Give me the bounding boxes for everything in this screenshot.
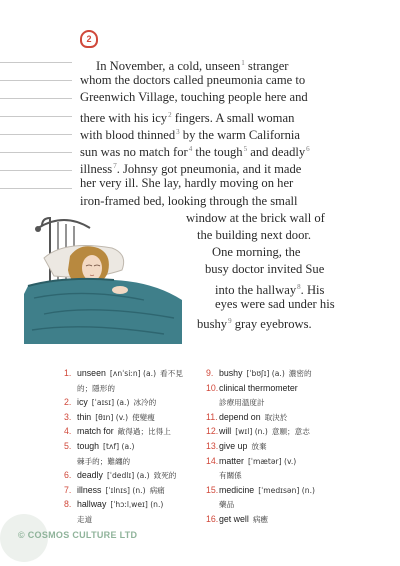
vocab-word: illness [77, 484, 102, 495]
vocab-phonetic: [wɪl] (n.) [235, 427, 268, 437]
story-text-segment: eyes were sad under his [215, 296, 335, 311]
vocab-phonetic: [ˈmedɪsən] (n.) [258, 485, 315, 495]
vocab-translation: 的；隱形的 [77, 383, 115, 393]
vocab-word: give up [219, 441, 248, 451]
footnote-marker: 1 [241, 59, 245, 67]
vocab-translation: 藥品 [219, 500, 235, 510]
vocab-translation: 有關係 [219, 471, 242, 481]
vocab-translation: 取決於 [264, 412, 288, 422]
vocab-entry [206, 498, 346, 511]
footnote-marker: 8 [297, 282, 301, 291]
vocab-entry [64, 455, 204, 468]
vocab-translation: 病癒 [252, 515, 269, 524]
vocab-number: 3. [64, 411, 72, 422]
vocab-word: will [219, 426, 232, 437]
story-text-segment: One morning, the [212, 245, 301, 260]
vocab-entry [64, 513, 204, 526]
vocab-number: 6. [64, 470, 72, 481]
story-text-segment: into the hallway [215, 282, 297, 297]
vocab-number: 1. [64, 368, 72, 378]
vocab-translation: 診療用溫度計 [219, 398, 265, 408]
vocab-translation: 致死的 [153, 471, 177, 481]
story-text-segment: by the warm California [179, 127, 300, 142]
vocab-phonetic: [ˈdedlɪ] (a.) [106, 471, 150, 481]
story-text-segment: the building next door. [197, 228, 312, 242]
story-line [80, 141, 310, 160]
vocab-entry [206, 440, 346, 453]
story-line [215, 296, 335, 312]
vocab-phonetic: [ˈmætər] (v.) [247, 456, 297, 466]
vocab-number: 5. [64, 441, 72, 451]
vocab-entry [64, 440, 204, 453]
vocab-number: 12. [206, 426, 219, 437]
vocab-phonetic: [ˈhɔːlˌweɪ] (n.) [110, 500, 164, 510]
vocab-number: 4. [64, 426, 72, 437]
vocab-entry [64, 411, 204, 424]
story-line [197, 227, 311, 243]
footnote-marker: 6 [306, 145, 310, 153]
footnote-marker: 5 [243, 145, 248, 153]
story-text-segment: sun was no match for [80, 145, 188, 159]
vocab-entry [64, 484, 204, 497]
story-text-segment: . His [300, 282, 325, 297]
story-line [80, 124, 300, 143]
story-text-segment: stranger [244, 59, 289, 73]
vocab-number: 9. [206, 368, 214, 378]
vocab-number: 8. [64, 499, 72, 510]
vocab-entry [206, 469, 346, 482]
story-text-segment: the tough [192, 145, 243, 159]
vocab-number: 2. [64, 397, 72, 408]
vocab-translation: 病痛 [149, 485, 165, 495]
vocab-entry [64, 396, 204, 409]
vocab-word: clinical thermometer [219, 382, 298, 393]
vocab-number: 10. [206, 382, 219, 393]
vocab-word: hallway [77, 499, 107, 510]
footnote-marker: 7 [113, 162, 117, 171]
story-text-segment: illness [80, 162, 113, 177]
story-text-segment: gray eyebrows. [231, 317, 312, 331]
vocab-translation: 看不見 [160, 369, 183, 378]
vocab-entry [64, 469, 204, 482]
vocab-translation: 敵得過；比得上 [117, 427, 171, 437]
audio-track-icon[interactable] [80, 30, 98, 48]
vocab-translation: 使變瘦 [132, 412, 155, 422]
vocab-word: get well [219, 514, 249, 524]
story-line [205, 261, 324, 277]
story-line [80, 72, 305, 88]
publisher-credit: © COSMOS CULTURE LTD [18, 530, 138, 540]
story-text-segment: iron-framed bed, looking through the small [80, 193, 298, 208]
story-text-segment: fingers. A small woman [171, 110, 295, 125]
story-line [215, 279, 324, 298]
story-line [197, 313, 312, 332]
vocab-translation: 放棄 [251, 442, 267, 451]
audio-track-number: 2 [86, 34, 92, 44]
vocab-entry [64, 498, 204, 511]
story-text-segment: bushy [197, 317, 228, 331]
vocab-entry [206, 396, 346, 409]
vocab-word: matter [219, 455, 244, 466]
story-line [96, 55, 289, 74]
vocab-translation: 濃密的 [288, 369, 312, 378]
sick-girl-in-bed-illustration [24, 214, 184, 344]
vocab-translation: 意願；意志 [271, 427, 310, 437]
story-line [80, 193, 298, 209]
footnote-marker: 3 [176, 127, 180, 136]
vocab-number: 7. [64, 484, 72, 495]
story-text-segment: . Johnsy got pneumonia, and it made [116, 162, 302, 177]
story-text-segment: whom the doctors called pneumonia came to [80, 73, 306, 88]
story-line [212, 244, 301, 260]
story-text-segment: and deadly [247, 145, 306, 159]
vocab-entry [64, 425, 204, 438]
vocab-entry [206, 513, 346, 526]
vocab-number: 15. [206, 484, 219, 495]
story-text-segment: Greenwich Village, touching people here and [80, 90, 308, 105]
story-line [186, 210, 325, 226]
vocab-phonetic: [ˈaɪsɪ] (a.) [91, 398, 130, 408]
story-text-segment: her very ill. She lay, hardly moving on her [80, 176, 294, 191]
story-line [80, 158, 301, 177]
vocab-phonetic: [ˈbʊʃɪ] (a.) [246, 369, 285, 378]
vocab-word: unseen [77, 368, 106, 378]
vocab-word: thin [77, 411, 92, 422]
vocab-phonetic: [θɪn] (v.) [95, 412, 129, 422]
vocab-phonetic: [ˈɪlnɪs] (n.) [105, 485, 146, 495]
vocab-translation: 棘手的；難纏的 [77, 456, 131, 466]
vocab-entry [64, 382, 204, 395]
vocab-entry [206, 382, 346, 395]
vocab-word: medicine [219, 484, 255, 495]
vocab-entry [206, 484, 346, 497]
vocab-word: deadly [77, 470, 103, 481]
vocab-entry [206, 425, 346, 438]
vocab-word: tough [77, 441, 100, 451]
story-text-segment: In November, a cold, unseen [96, 59, 241, 73]
vocab-number: 13. [206, 441, 219, 451]
vocab-number: 14. [206, 455, 219, 466]
vocab-number: 11. [206, 411, 218, 422]
vocab-word: match for [77, 426, 114, 437]
vocab-word: depend on [219, 411, 261, 422]
vocab-word: icy [77, 397, 88, 408]
vocab-word: bushy [219, 368, 243, 378]
vocab-entry [64, 367, 204, 380]
vocab-phonetic: [ʌnˈsiːn] (a.) [109, 369, 157, 378]
vocab-entry [206, 411, 346, 424]
vocab-number: 16. [206, 514, 219, 524]
vocab-entry [206, 367, 346, 380]
story-text-segment: there with his icy [80, 110, 168, 125]
story-line [80, 175, 293, 191]
footnote-marker: 4 [188, 145, 193, 153]
story-text-segment: with blood thinned [80, 127, 176, 142]
vocab-translation: 走道 [77, 515, 93, 524]
vocab-phonetic: [tʌf] (a.) [103, 442, 135, 451]
story-text-segment: busy doctor invited Sue [205, 262, 325, 277]
story-line [80, 89, 308, 105]
vocab-translation: 冰冷的 [133, 398, 157, 408]
story-line [80, 107, 294, 126]
story-text-segment: window at the brick wall of [186, 210, 325, 225]
footnote-marker: 9 [228, 317, 232, 325]
vocab-entry [206, 455, 346, 468]
footnote-marker: 2 [168, 110, 172, 119]
